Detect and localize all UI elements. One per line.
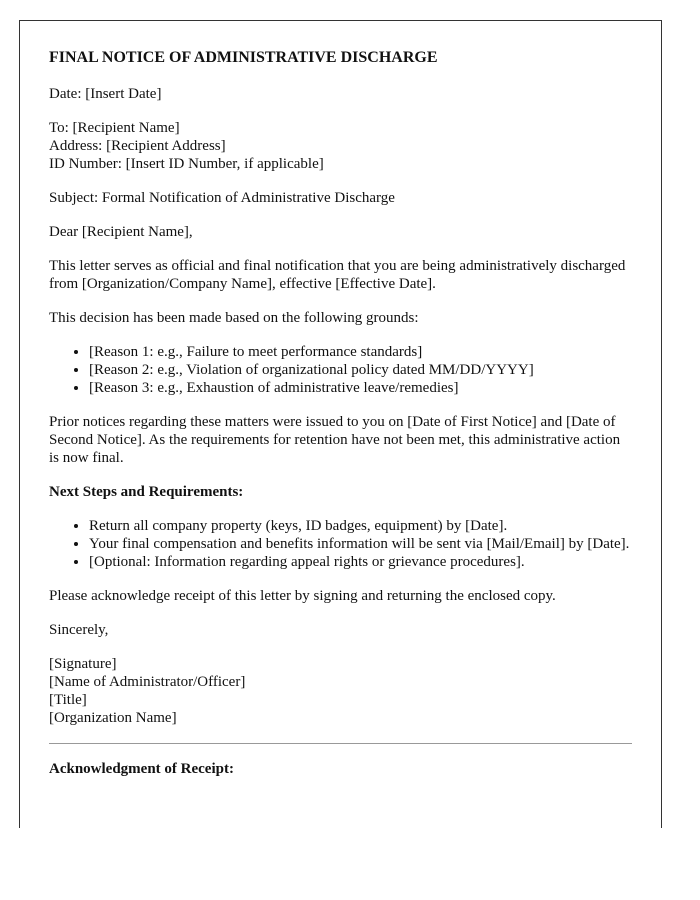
- address-line: Address: [Recipient Address]: [49, 138, 226, 154]
- salutation: Dear [Recipient Name],: [49, 224, 193, 240]
- acknowledgment-heading: Acknowledgment of Receipt:: [49, 761, 234, 777]
- next-steps-heading: Next Steps and Requirements:: [49, 484, 244, 500]
- signature: [Signature]: [49, 656, 117, 672]
- intro-paragraph: This letter serves as official and final notification that you are being administratively discharged from [Organization/Company Name], effective [Effective Date].: [49, 258, 626, 292]
- list-item: • [Reason 2: e.g., Violation of organizational policy dated MM/DD/YYYY]: [89, 361, 632, 379]
- date-line: Date: [Insert Date]: [49, 86, 162, 102]
- divider: [49, 743, 632, 744]
- organization-name: [Organization Name]: [49, 710, 177, 726]
- letter-page: [19, 20, 662, 828]
- list-item: • [Reason 1: e.g., Failure to meet performance standards]: [89, 343, 632, 361]
- list-item: • Return all company property (keys, ID badges, equipment) by [Date].: [89, 517, 632, 535]
- to-line: To: [Recipient Name]: [49, 120, 180, 136]
- signature-block: [49, 655, 632, 727]
- prior-notices-paragraph: Prior notices regarding these matters were issued to you on [Date of First Notice] and [Date of Second Notice]. As the requirements for retention have not been met, this administrative action is now final.: [49, 414, 621, 466]
- acknowledge-paragraph: Please acknowledge receipt of this letter by signing and returning the enclosed copy.: [49, 588, 556, 604]
- letter-title: FINAL NOTICE OF ADMINISTRATIVE DISCHARGE: [49, 49, 438, 66]
- grounds-paragraph: This decision has been made based on the following grounds:: [49, 310, 419, 326]
- administrator-name: [Name of Administrator/Officer]: [49, 674, 246, 690]
- administrator-title: [Title]: [49, 692, 87, 708]
- list-item: • [Optional: Information regarding appeal rights or grievance procedures].: [89, 553, 632, 571]
- closing: Sincerely,: [49, 622, 109, 638]
- reasons-list: [49, 343, 632, 397]
- list-item: • Your final compensation and benefits information will be sent via [Mail/Email] by [Date].: [89, 535, 632, 553]
- list-item: • [Reason 3: e.g., Exhaustion of administrative leave/remedies]: [89, 379, 632, 397]
- recipient-block: [49, 119, 632, 173]
- subject-line: Subject: Formal Notification of Administrative Discharge: [49, 190, 395, 206]
- id-line: ID Number: [Insert ID Number, if applicable]: [49, 156, 324, 172]
- next-steps-list: [49, 517, 632, 571]
